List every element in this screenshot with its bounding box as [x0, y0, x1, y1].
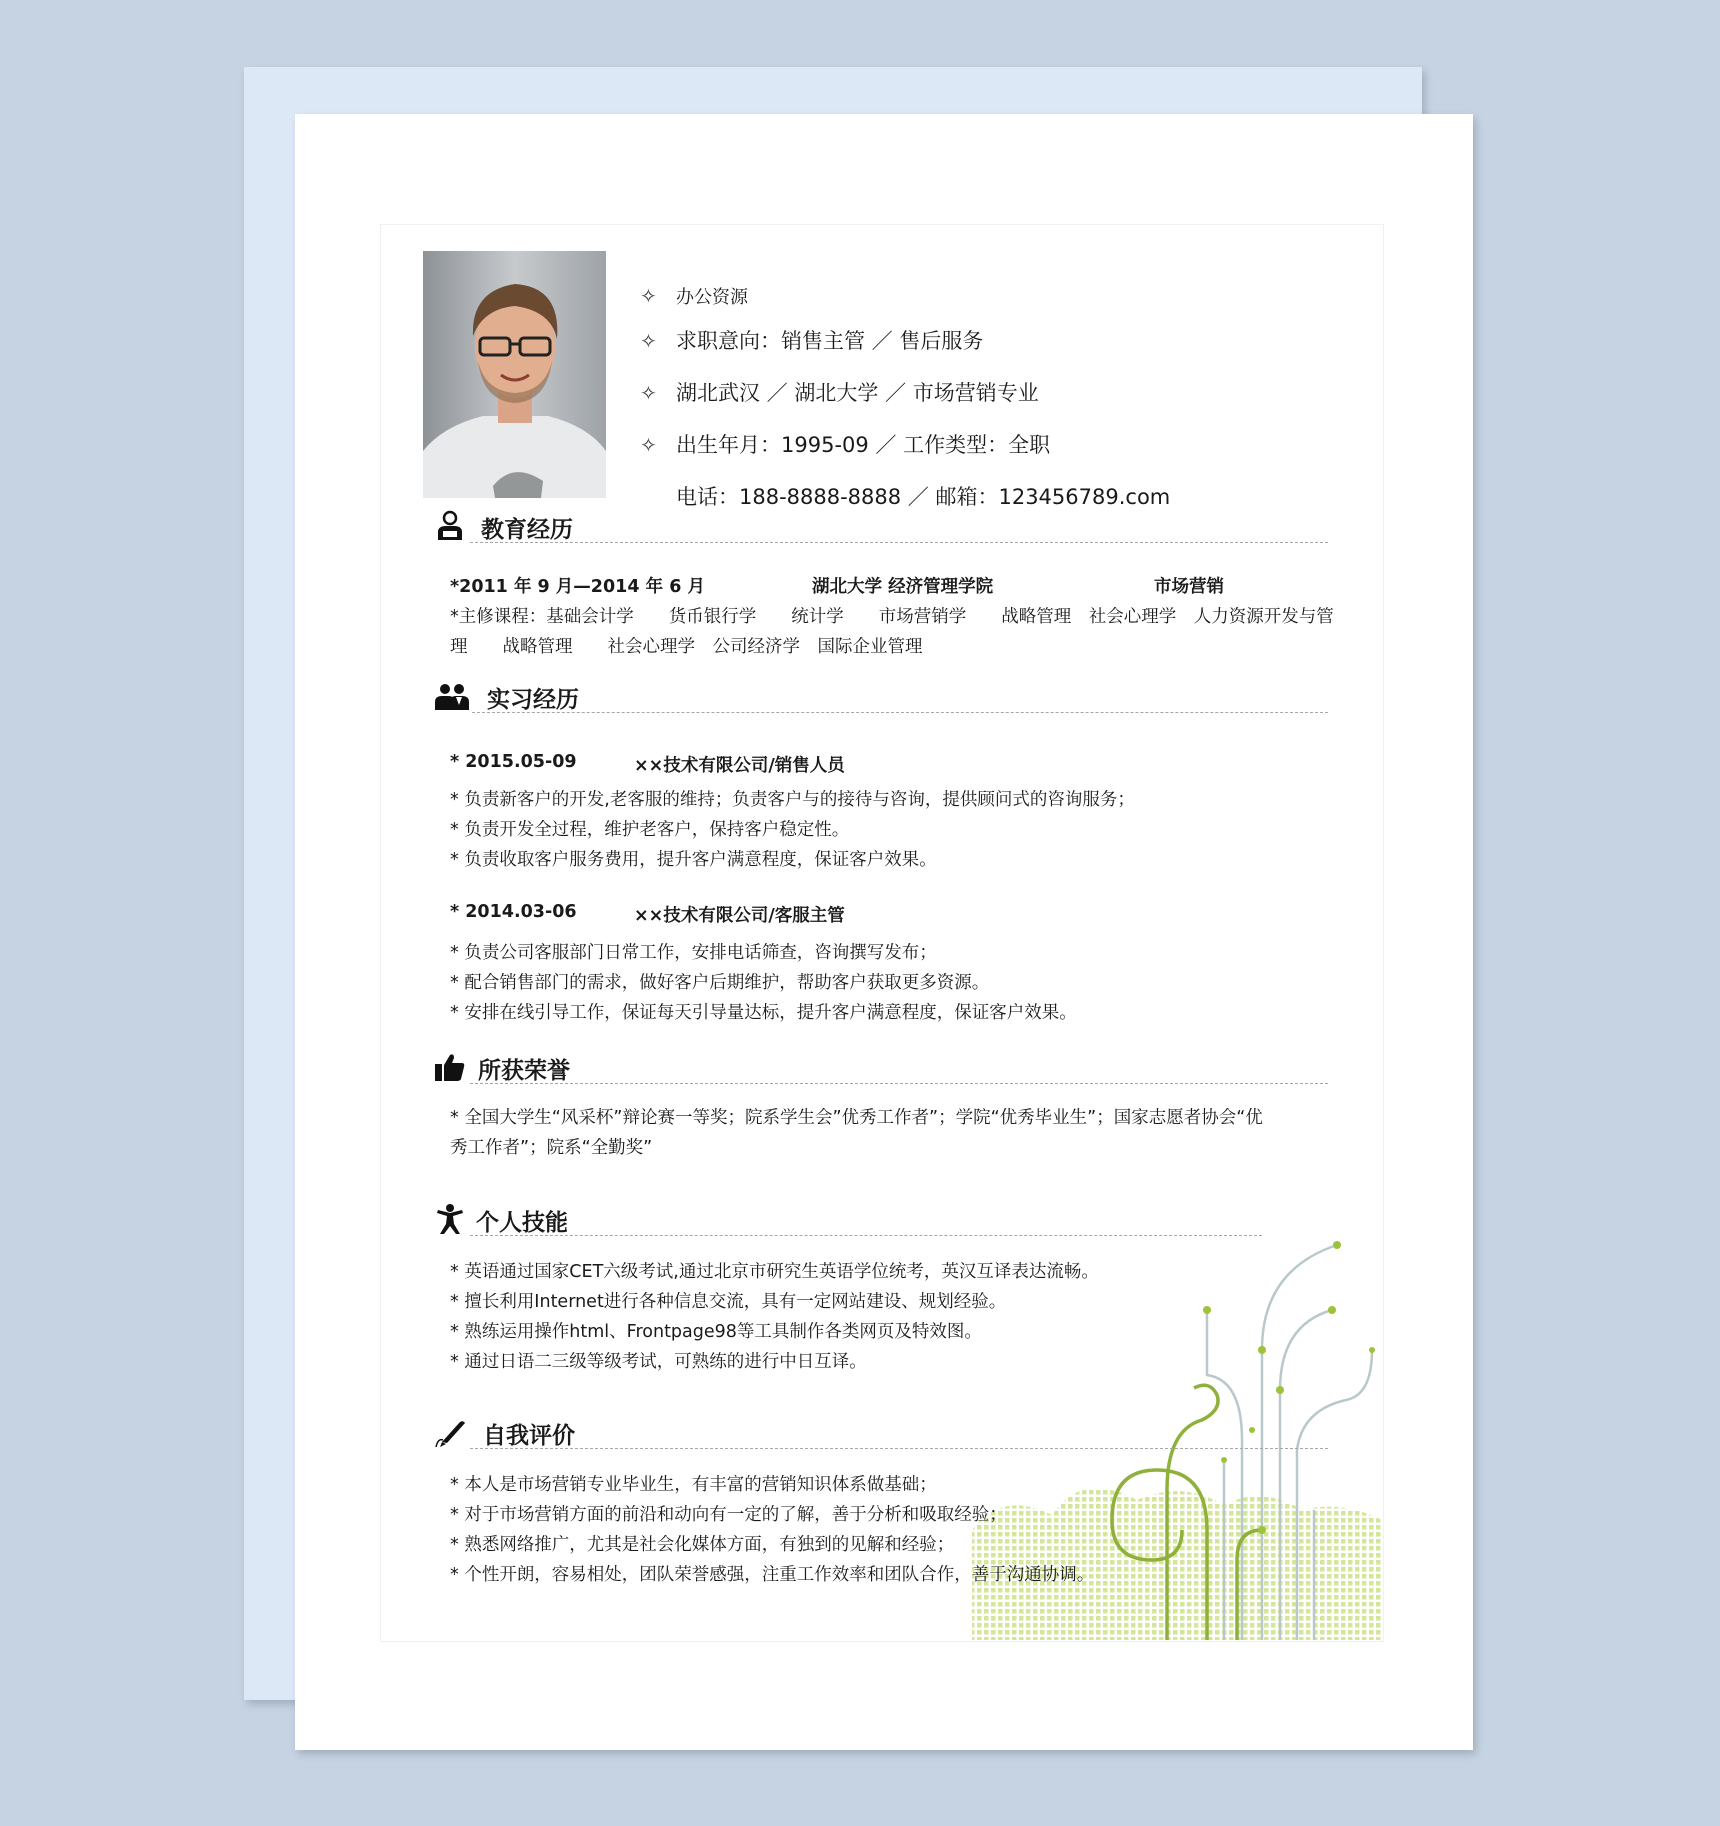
location-line	[640, 377, 1039, 407]
thumbs-up-icon	[434, 1051, 466, 1083]
self-eval-item: * 本人是市场营销专业毕业生，有丰富的营销知识体系做基础；	[450, 1475, 937, 1495]
job-intent-line	[640, 325, 983, 355]
edu-period: *2011 年 9 月—2014 年 6 月	[450, 577, 705, 597]
star-bullet-icon: ✧	[640, 381, 657, 405]
profile-name-line	[640, 283, 748, 309]
section-title: 所获荣誉	[478, 1058, 570, 1084]
section-title: 实习经历	[487, 687, 579, 713]
job-date: * 2015.05-09	[450, 752, 577, 772]
star-bullet-icon: ✧	[640, 433, 657, 457]
two-people-icon	[434, 680, 470, 712]
job-company: ××技术有限公司/客服主管	[634, 906, 845, 926]
edu-major: 市场营销	[1154, 577, 1224, 597]
star-bullet-icon: ✧	[640, 284, 657, 308]
section-title: 教育经历	[481, 517, 573, 543]
section-skills	[434, 1201, 1262, 1241]
job-duty: * 配合销售部门的需求，做好客户后期维护，帮助客户获取更多资源。	[450, 973, 990, 993]
job-intent: 求职意向：销售主管 ／ 售后服务	[676, 329, 984, 353]
location: 湖北武汉 ／ 湖北大学 ／ 市场营销专业	[676, 381, 1039, 405]
contact-info: 电话：188-8888-8888 ／ 邮箱：123456789.com	[676, 485, 1171, 509]
section-education	[434, 508, 1328, 548]
pen-icon	[434, 1416, 466, 1448]
section-title: 个人技能	[476, 1210, 568, 1236]
section-title: 自我评价	[483, 1423, 575, 1449]
job-duty: * 安排在线引导工作，保证每天引导量达标，提升客户满意程度，保证客户效果。	[450, 1003, 1077, 1023]
self-eval-item: * 对于市场营销方面的前沿和动向有一定的了解，善于分析和吸取经验；	[450, 1505, 1007, 1525]
job-duty: * 负责新客户的开发,老客服的维持；负责客户与的接待与咨询，提供顾问式的咨询服务；	[450, 790, 1135, 810]
skill-item: * 通过日语二三级等级考试，可熟练的进行中日互译。	[450, 1352, 867, 1372]
section-self-eval	[434, 1414, 1328, 1454]
honors-line1: * 全国大学生“风采杯”辩论赛一等奖；院系学生会”优秀工作者”；学院“优秀毕业生”；国家志愿者协会“优	[450, 1108, 1263, 1128]
birth-line	[640, 429, 1050, 459]
profile-photo	[423, 251, 606, 498]
job-company: ××技术有限公司/销售人员	[634, 756, 845, 776]
self-eval-item: * 个性开朗，容易相处，团队荣誉感强，注重工作效率和团队合作，善于沟通协调。	[450, 1565, 1095, 1585]
honors-line2: 秀工作者”；院系“全勤奖”	[450, 1138, 653, 1158]
skill-item: * 熟练运用操作html、Frontpage98等工具制作各类网页及特效图。	[450, 1322, 982, 1342]
profile-name: 办公资源	[676, 287, 748, 308]
section-divider	[470, 1235, 1262, 1236]
person-icon	[434, 510, 466, 542]
job-date: * 2014.03-06	[450, 902, 577, 922]
job-duty: * 负责公司客服部门日常工作，安排电话筛查，咨询撰写发布；	[450, 943, 937, 963]
edu-school: 湖北大学 经济管理学院	[812, 577, 994, 597]
job-duty: * 负责开发全过程，维护老客户，保持客户稳定性。	[450, 820, 850, 840]
section-divider	[472, 712, 1328, 713]
star-bullet-icon: ✧	[640, 329, 657, 353]
edu-courses-line2: 理 战略管理 社会心理学 公司经济学 国际企业管理	[450, 637, 923, 657]
section-internship	[434, 678, 1328, 718]
skill-item: * 英语通过国家CET六级考试,通过北京市研究生英语学位统考，英汉互译表达流畅。	[450, 1262, 1099, 1282]
birth-info: 出生年月：1995-09 ／ 工作类型：全职	[676, 433, 1051, 457]
edu-courses-line1: *主修课程：基础会计学 货币银行学 统计学 市场营销学 战略管理 社会心理学 人力资源开发与管	[450, 607, 1334, 627]
job-duty: * 负责收取客户服务费用，提升客户满意程度，保证客户效果。	[450, 850, 937, 870]
section-divider	[470, 1083, 1328, 1084]
section-divider	[470, 542, 1328, 543]
contact-line	[676, 481, 1170, 511]
self-eval-item: * 熟悉网络推广，尤其是社会化媒体方面，有独到的见解和经验；	[450, 1535, 955, 1555]
running-person-icon	[434, 1203, 466, 1235]
section-honors	[434, 1049, 1328, 1089]
skill-item: * 擅长利用Internet进行各种信息交流，具有一定网站建设、规划经验。	[450, 1292, 1007, 1312]
section-divider	[470, 1448, 1328, 1449]
